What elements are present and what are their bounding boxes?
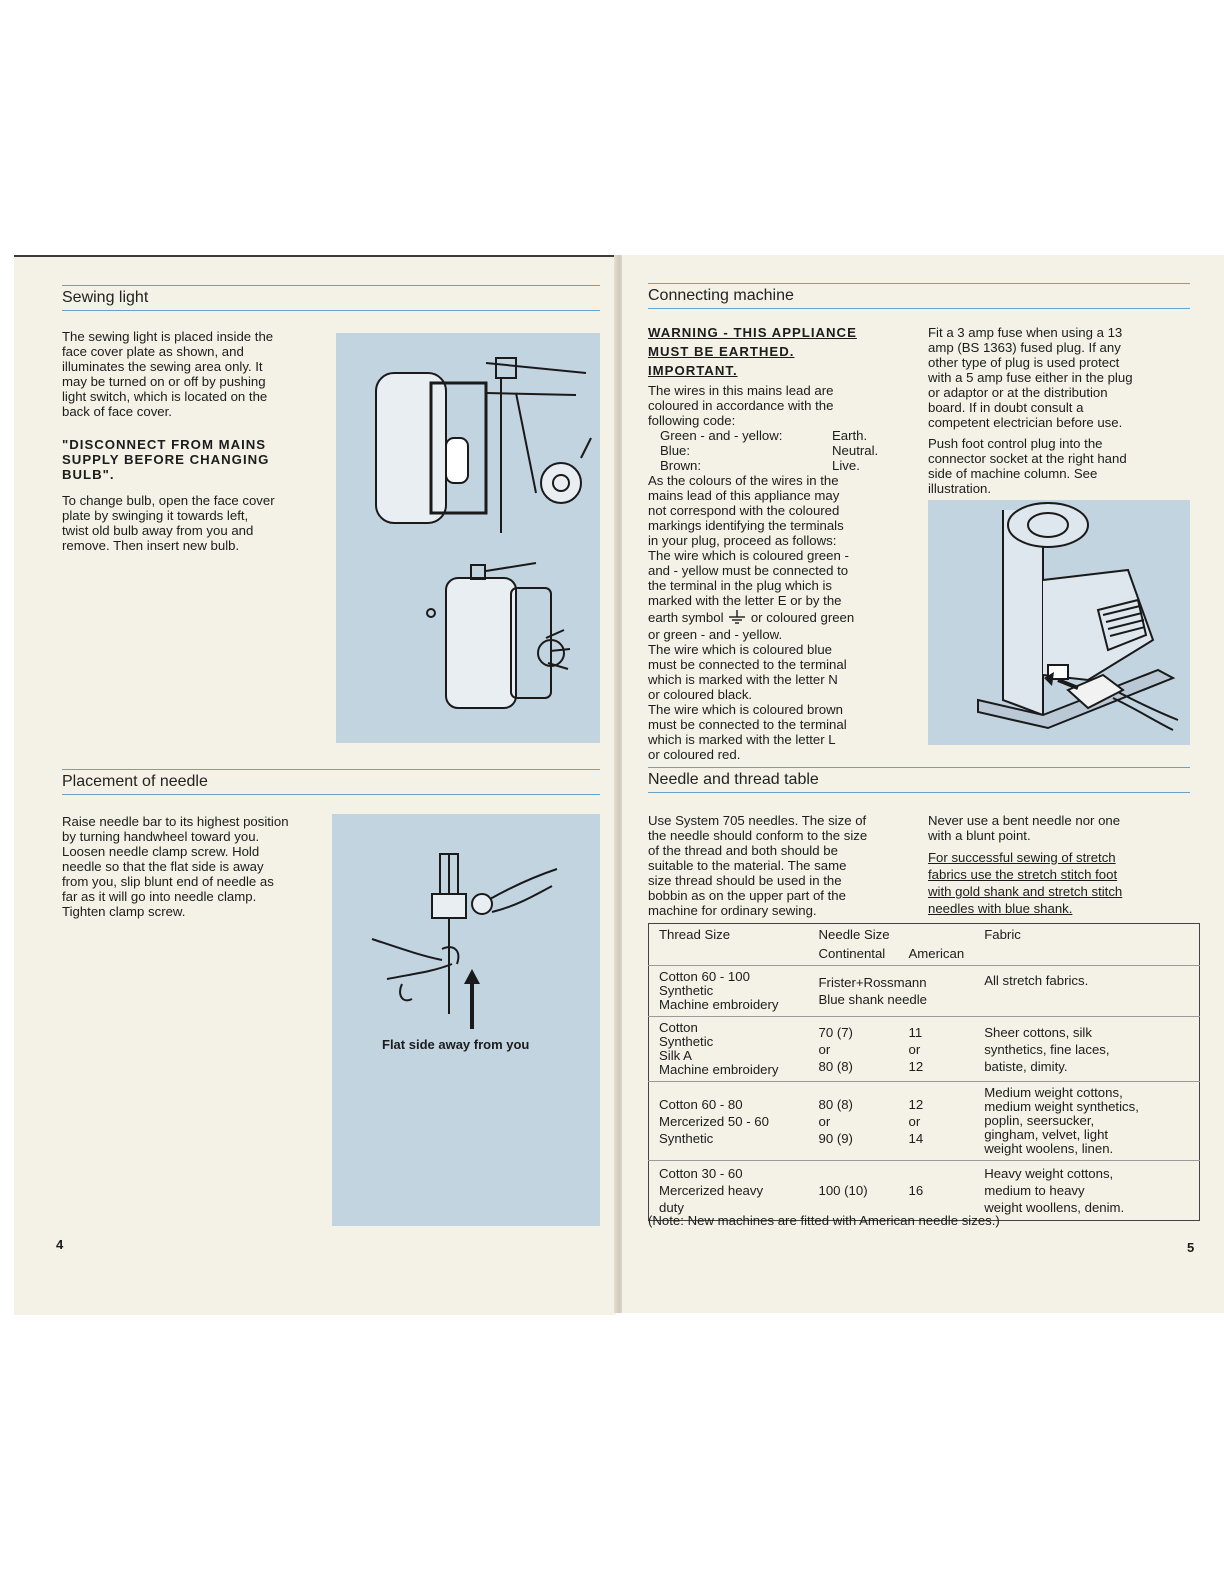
table-row bbox=[649, 1082, 1200, 1161]
cell-line: duty bbox=[659, 1200, 684, 1215]
code-role: Live. bbox=[832, 458, 860, 473]
cell-line: or bbox=[908, 1041, 921, 1057]
needle-illustration bbox=[332, 814, 600, 1226]
cell-line: or bbox=[908, 1113, 921, 1129]
text-line: other type of plug is used protect bbox=[928, 355, 1120, 370]
text-line: face cover plate as shown, and bbox=[62, 344, 244, 359]
text-line: As the colours of the wires in the bbox=[648, 473, 839, 488]
cell-line: Cotton 60 - 100 bbox=[659, 969, 750, 984]
table-row bbox=[649, 1161, 1200, 1221]
text-line: The wire which is coloured brown bbox=[648, 702, 843, 717]
code-role: Neutral. bbox=[832, 443, 879, 458]
text-line: the needle should conform to the size bbox=[648, 828, 868, 843]
cell-line: Synthetic bbox=[659, 1034, 714, 1049]
needle-drawing bbox=[332, 814, 600, 1054]
cell-line: Mercerized 50 - 60 bbox=[659, 1113, 769, 1129]
cell-line: Synthetic bbox=[659, 983, 714, 998]
wire-codes bbox=[648, 428, 916, 473]
text-line: The wire which is coloured green - bbox=[648, 548, 849, 563]
needle-caption: Flat side away from you bbox=[382, 1037, 530, 1052]
code-wire: Brown: bbox=[660, 458, 702, 473]
text-line: needle so that the flat side is away bbox=[62, 859, 264, 874]
foot-control-illustration bbox=[928, 500, 1190, 745]
text-line: in your plug, proceed as follows: bbox=[648, 533, 837, 548]
text-line: which is marked with the letter N bbox=[648, 672, 838, 687]
cell-line: Mercerized heavy bbox=[659, 1183, 764, 1198]
text-line: amp (BS 1363) fused plug. If any bbox=[928, 340, 1121, 355]
page-number-4: 4 bbox=[56, 1237, 64, 1252]
warning-line: MUST BE EARTHED. bbox=[648, 344, 795, 359]
text-line: size thread should be used in the bbox=[648, 873, 842, 888]
cell-line: 70 (7) bbox=[818, 1024, 853, 1040]
fabric-cell bbox=[974, 1017, 1199, 1082]
text-line: coloured in accordance with the bbox=[648, 398, 834, 413]
table-subheader-row bbox=[649, 946, 1200, 966]
wire-intro bbox=[648, 383, 916, 428]
earth-line-post: or coloured green bbox=[750, 610, 855, 625]
table-row bbox=[649, 966, 1200, 1017]
cell-line: or bbox=[818, 1113, 831, 1129]
page-5 bbox=[622, 255, 1224, 1313]
fuse-para bbox=[928, 325, 1190, 430]
text-line: Use System 705 needles. The size of bbox=[648, 813, 867, 828]
empty-cell bbox=[649, 946, 809, 966]
cell-line: Cotton bbox=[659, 1020, 698, 1035]
text-line: illuminates the sewing area only. It bbox=[62, 359, 263, 374]
text-line: may be turned on or off by pushing bbox=[62, 374, 266, 389]
cell-line: weight woollens, denim. bbox=[984, 1200, 1125, 1215]
change-bulb-para bbox=[62, 493, 342, 553]
cell-line: 80 (8) bbox=[818, 1058, 853, 1074]
text-line: BULB". bbox=[62, 467, 115, 482]
warning-line: WARNING - THIS APPLIANCE bbox=[648, 325, 857, 340]
text-line: bobbin as on the upper part of the bbox=[648, 888, 846, 903]
foot-control-para bbox=[928, 436, 1190, 496]
code-wire: Blue: bbox=[660, 443, 691, 458]
text-line: and - yellow must be connected to bbox=[648, 563, 849, 578]
col-continental: Continental bbox=[818, 946, 886, 961]
cell-line: 14 bbox=[908, 1130, 924, 1146]
sewing-light-para bbox=[62, 329, 342, 419]
text-line: from you, slip blunt end of needle as bbox=[62, 874, 274, 889]
text-line: connector socket at the right hand bbox=[928, 451, 1127, 466]
stretch-advice bbox=[928, 849, 1190, 917]
foot-control-drawing bbox=[928, 500, 1190, 745]
text-line: or green - and - yellow. bbox=[648, 627, 783, 642]
continental-cell: 100 (10) bbox=[809, 1161, 909, 1221]
cell-line: batiste, dimity. bbox=[984, 1058, 1068, 1074]
col-fabric: Fabric bbox=[984, 927, 1021, 942]
table-header-row bbox=[649, 924, 1200, 947]
cell-line: 12 bbox=[908, 1096, 924, 1112]
cell-line: Machine embroidery bbox=[659, 997, 779, 1012]
text-line: with a blunt point. bbox=[928, 828, 1031, 843]
cell-line: Silk A bbox=[659, 1048, 692, 1063]
earth-line-pre: earth symbol bbox=[648, 610, 724, 625]
placement-text bbox=[62, 814, 352, 919]
text-line: Fit a 3 amp fuse when using a 13 bbox=[928, 325, 1123, 340]
thread-cell bbox=[649, 1161, 809, 1221]
text-line: plate by swinging it towards left, bbox=[62, 508, 249, 523]
booklet-spread bbox=[14, 255, 1224, 1315]
cell-line: 90 (9) bbox=[818, 1130, 853, 1146]
text-line: competent electrician before use. bbox=[928, 415, 1123, 430]
face-cover-drawing bbox=[336, 333, 600, 743]
text-line: For successful sewing of stretch bbox=[928, 850, 1116, 865]
cell-line: or bbox=[818, 1041, 831, 1057]
text-line: must be connected to the terminal bbox=[648, 657, 847, 672]
cell-line: 11 bbox=[908, 1024, 923, 1040]
cell-line: Frister+Rossmann bbox=[818, 975, 927, 990]
page-4 bbox=[14, 255, 616, 1315]
text-line: Loosen needle clamp screw. Hold bbox=[62, 844, 260, 859]
cell-line: poplin, seersucker, bbox=[984, 1113, 1095, 1128]
earth-symbol-icon bbox=[727, 610, 747, 624]
text-line: markings identifying the terminals bbox=[648, 518, 844, 533]
cell-line: medium weight synthetics, bbox=[984, 1099, 1139, 1114]
connecting-heading: Connecting machine bbox=[648, 283, 1190, 309]
thread-cell bbox=[649, 1082, 809, 1161]
american-cell: 16 bbox=[909, 1161, 975, 1221]
text-line: board. If in doubt consult a bbox=[928, 400, 1084, 415]
disconnect-warning bbox=[62, 437, 342, 482]
cell-line: Cotton 30 - 60 bbox=[659, 1166, 743, 1181]
text-line: light switch, which is located on the bbox=[62, 389, 268, 404]
empty-cell bbox=[974, 946, 1199, 966]
sewing-light-text bbox=[62, 329, 342, 553]
placement-heading: Placement of needle bbox=[62, 769, 600, 795]
cell-line: Cotton 60 - 80 bbox=[659, 1096, 743, 1112]
cell-line: 80 (8) bbox=[818, 1096, 853, 1112]
cell-line: Blue shank needle bbox=[818, 992, 928, 1007]
text-line: must be connected to the terminal bbox=[648, 717, 847, 732]
important-line: IMPORTANT. bbox=[648, 363, 738, 378]
cell-line: weight woolens, linen. bbox=[984, 1141, 1114, 1156]
text-line: illustration. bbox=[928, 481, 992, 496]
text-line: marked with the letter E or by the bbox=[648, 593, 842, 608]
text-line: far as it will go into needle clamp. bbox=[62, 889, 257, 904]
text-line: fabrics use the stretch stitch foot bbox=[928, 867, 1118, 882]
text-line: twist old bulb away from you and bbox=[62, 523, 254, 538]
text-line: remove. Then insert new bulb. bbox=[62, 538, 240, 553]
col-american: American bbox=[908, 946, 965, 961]
connecting-left-text bbox=[648, 325, 916, 762]
text-line: of the thread and both should be bbox=[648, 843, 838, 858]
text-line: Raise needle bar to its highest position bbox=[62, 814, 289, 829]
fabric-cell bbox=[974, 1082, 1199, 1161]
text-line: To change bulb, open the face cover bbox=[62, 493, 275, 508]
text-line: side of machine column. See bbox=[928, 466, 1098, 481]
text-line: or coloured black. bbox=[648, 687, 753, 702]
text-line: or adaptor or at the distribution bbox=[928, 385, 1108, 400]
text-line: SUPPLY BEFORE CHANGING bbox=[62, 452, 270, 467]
fabric-cell: All stretch fabrics. bbox=[974, 966, 1199, 1017]
cell-line: medium to heavy bbox=[984, 1183, 1085, 1198]
wire-body bbox=[648, 473, 916, 762]
needle-table-heading: Needle and thread table bbox=[648, 767, 1190, 793]
text-line: back of face cover. bbox=[62, 404, 172, 419]
cell-line: Sheer cottons, silk bbox=[984, 1024, 1092, 1040]
code-wire: Green - and - yellow: bbox=[660, 428, 783, 443]
text-line: with gold shank and stretch stitch bbox=[928, 884, 1123, 899]
needle-thread-table bbox=[648, 923, 1200, 1221]
needle-cell bbox=[809, 966, 975, 1017]
text-line: The wires in this mains lead are bbox=[648, 383, 834, 398]
page-number-5: 5 bbox=[1187, 1240, 1195, 1255]
text-line: following code: bbox=[648, 413, 736, 428]
code-row bbox=[648, 428, 916, 443]
text-line: Tighten clamp screw. bbox=[62, 904, 186, 919]
text-line: which is marked with the letter L bbox=[648, 732, 836, 747]
face-cover-illustration bbox=[336, 333, 600, 743]
thread-cell bbox=[649, 1017, 809, 1082]
thread-cell bbox=[649, 966, 809, 1017]
text-line: mains lead of this appliance may bbox=[648, 488, 840, 503]
text-line: Push foot control plug into the bbox=[928, 436, 1103, 451]
continental-cell bbox=[809, 1082, 909, 1161]
text-line: the terminal in the plug which is bbox=[648, 578, 832, 593]
cell-line: gingham, velvet, light bbox=[984, 1127, 1109, 1142]
earth-symbol-line bbox=[648, 608, 916, 627]
col-needle-size: Needle Size bbox=[818, 927, 890, 942]
sewing-light-heading: Sewing light bbox=[62, 285, 600, 311]
text-line: with a 5 amp fuse either in the plug bbox=[928, 370, 1133, 385]
needle-advice bbox=[928, 813, 1190, 917]
text-line: needles with blue shank. bbox=[928, 901, 1073, 916]
table-row bbox=[649, 1017, 1200, 1082]
code-role: Earth. bbox=[832, 428, 868, 443]
american-cell bbox=[909, 1082, 975, 1161]
text-line: not correspond with the coloured bbox=[648, 503, 840, 518]
text-line: suitable to the material. The same bbox=[648, 858, 847, 873]
code-row bbox=[648, 443, 916, 458]
cell-line: Heavy weight cottons, bbox=[984, 1166, 1114, 1181]
text-line: Never use a bent needle nor one bbox=[928, 813, 1121, 828]
fabric-cell bbox=[974, 1161, 1199, 1221]
cell-line: Machine embroidery bbox=[659, 1062, 779, 1077]
text-line: The wire which is coloured blue bbox=[648, 642, 832, 657]
connecting-right-text bbox=[928, 325, 1190, 496]
needle-note: (Note: New machines are fitted with American needle sizes.) bbox=[648, 1213, 1000, 1228]
text-line: The sewing light is placed inside the bbox=[62, 329, 274, 344]
text-line: "DISCONNECT FROM MAINS bbox=[62, 437, 267, 452]
text-line: machine for ordinary sewing. bbox=[648, 903, 817, 918]
cell-line: Synthetic bbox=[659, 1130, 714, 1146]
needle-intro bbox=[648, 813, 920, 918]
col-thread-size: Thread Size bbox=[659, 927, 731, 942]
text-line: by turning handwheel toward you. bbox=[62, 829, 260, 844]
continental-cell bbox=[809, 1017, 909, 1082]
cell-line: 12 bbox=[908, 1058, 924, 1074]
cell-line: synthetics, fine laces, bbox=[984, 1041, 1110, 1057]
cell-line: Medium weight cottons, bbox=[984, 1085, 1123, 1100]
code-row bbox=[648, 458, 916, 473]
text-line: or coloured red. bbox=[648, 747, 741, 762]
american-cell bbox=[909, 1017, 975, 1082]
